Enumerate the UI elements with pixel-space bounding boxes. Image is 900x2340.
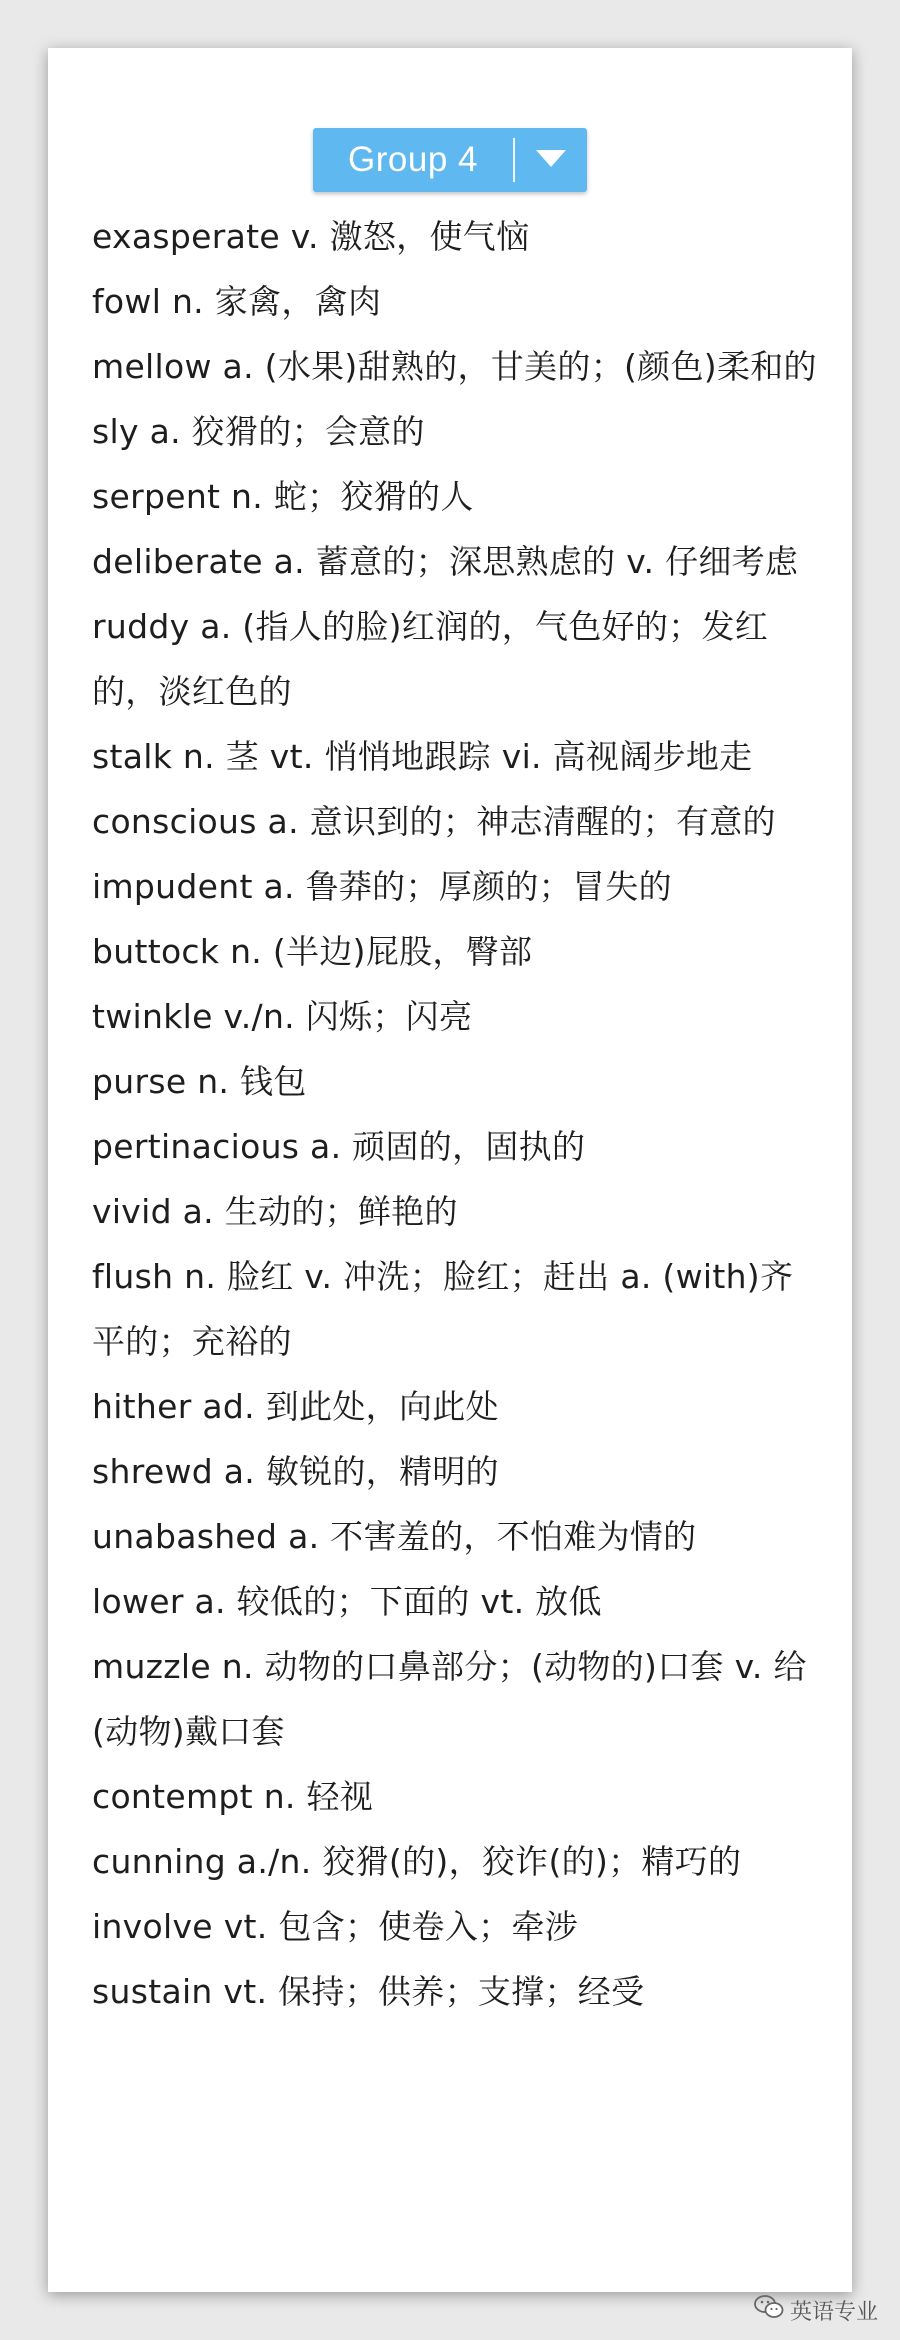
word-entry-shrewd: shrewd a. 敏锐的，精明的 — [92, 1452, 499, 1491]
word-entry-exasperate: exasperate v. 激怒，使气恼 — [92, 217, 530, 256]
word-entry-ruddy: ruddy a. (指人的脸)红润的，气色好的；发红的，淡红色的 — [92, 607, 769, 711]
word-entry-lower: lower a. 较低的；下面的 vt. 放低 — [92, 1582, 602, 1621]
word-entry-unabashed: unabashed a. 不害羞的，不怕难为情的 — [92, 1517, 697, 1556]
word-list — [92, 204, 817, 2024]
word-entry-buttock: buttock n. (半边)屁股，臀部 — [92, 932, 533, 971]
triangle-down-icon-shape — [536, 150, 566, 170]
word-entry-purse: purse n. 钱包 — [92, 1062, 307, 1101]
group-selector-divider — [513, 138, 515, 182]
word-entry-involve: involve vt. 包含；使卷入；牵涉 — [92, 1907, 579, 1946]
word-entry-mellow: mellow a. (水果)甜熟的，甘美的；(颜色)柔和的 — [92, 347, 817, 386]
word-entry-impudent: impudent a. 鲁莽的；厚颜的；冒失的 — [92, 867, 672, 906]
watermark — [754, 2294, 878, 2326]
word-entry-serpent: serpent n. 蛇；狡猾的人 — [92, 477, 474, 516]
wechat-icon-shape — [754, 2294, 784, 2320]
word-entry-deliberate: deliberate a. 蓄意的；深思熟虑的 v. 仔细考虑 — [92, 542, 799, 581]
word-entry-twinkle: twinkle v./n. 闪烁；闪亮 — [92, 997, 473, 1036]
word-entry-sly: sly a. 狡猾的；会意的 — [92, 412, 425, 451]
word-entry-contempt: contempt n. 轻视 — [92, 1777, 374, 1816]
group-selector-label: Group 4 — [348, 140, 478, 179]
group-selector-dropdown[interactable] — [313, 128, 587, 192]
word-entry-stalk: stalk n. 茎 vt. 悄悄地跟踪 vi. 高视阔步地走 — [92, 737, 753, 776]
wechat-icon — [754, 2294, 784, 2326]
vocabulary-card — [48, 48, 852, 2292]
word-entry-fowl: fowl n. 家禽，禽肉 — [92, 282, 382, 321]
word-entry-conscious: conscious a. 意识到的；神志清醒的；有意的 — [92, 802, 776, 841]
word-entry-muzzle: muzzle n. 动物的口鼻部分；(动物的)口套 v. 给(动物)戴口套 — [92, 1647, 807, 1751]
word-entry-hither: hither ad. 到此处，向此处 — [92, 1387, 499, 1426]
word-entry-flush: flush n. 脸红 v. 冲洗；脸红；赶出 a. (with)齐平的；充裕的 — [92, 1257, 794, 1361]
triangle-down-icon[interactable] — [515, 150, 587, 170]
word-entry-vivid: vivid a. 生动的；鲜艳的 — [92, 1192, 458, 1231]
word-entry-sustain: sustain vt. 保持；供养；支撑；经受 — [92, 1972, 645, 2011]
watermark-text: 英语专业 — [789, 2299, 878, 2325]
word-entry-pertinacious: pertinacious a. 顽固的，固执的 — [92, 1127, 586, 1166]
word-entry-cunning: cunning a./n. 狡猾(的)，狡诈(的)；精巧的 — [92, 1842, 742, 1881]
